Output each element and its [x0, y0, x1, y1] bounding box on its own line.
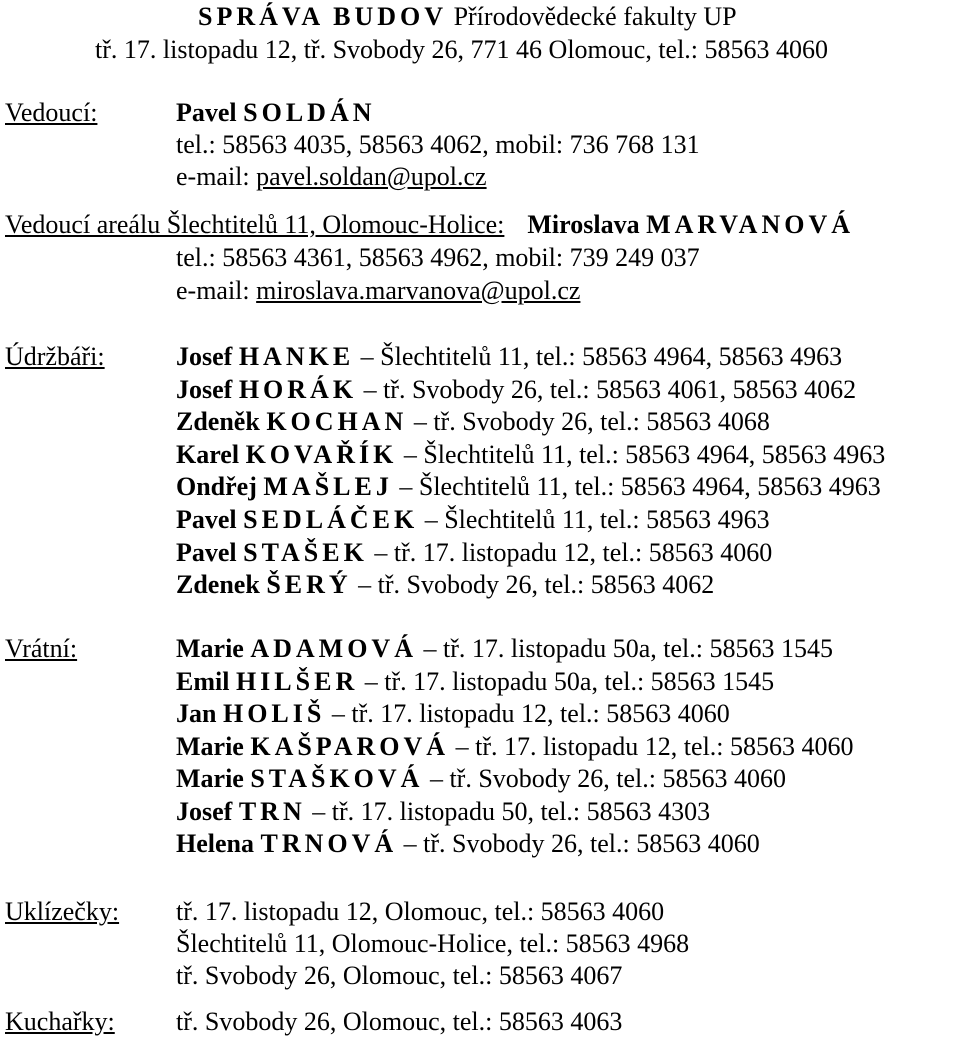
- person-first-name: Zdenek: [176, 570, 260, 600]
- person-row: [176, 342, 842, 372]
- person-info: tř. 17. listopadu 12, tel.: 58563 4060: [351, 699, 730, 728]
- person-dash: –: [363, 374, 377, 404]
- head-of-dept-name: [176, 98, 376, 128]
- person-row: [176, 797, 710, 827]
- porters-label: Vrátní:: [5, 634, 78, 663]
- site-head-email-line: [176, 276, 580, 306]
- person-info: tř. 17. listopadu 50, tel.: 58563 4303: [331, 796, 711, 826]
- person-surname: MAŠLEJ: [263, 472, 393, 502]
- head-of-dept-email-line: [176, 162, 487, 192]
- person-first-name: Josef: [176, 342, 233, 371]
- person-surname: KOCHAN: [266, 407, 408, 437]
- person-info: tř. 17. listopadu 12, tel.: 58563 4060: [393, 537, 773, 567]
- person-row: [176, 634, 833, 664]
- person-first-name: Josef: [176, 374, 233, 404]
- head-of-dept-email-link[interactable]: pavel.soldan@upol.cz: [256, 162, 487, 191]
- person-info: Šlechtitelů 11, tel.: 58563 4964, 58563 4963: [423, 439, 886, 469]
- site-head-phone: tel.: 58563 4361, 58563 4962, mobil: 739 249 037: [176, 243, 700, 272]
- header-title: [198, 2, 737, 32]
- person-info: tř. Svobody 26, tel.: 58563 4060: [449, 764, 787, 793]
- person-surname: HANKE: [238, 342, 355, 371]
- site-head-first-name: Miroslava: [527, 210, 640, 239]
- head-of-dept-phone: tel.: 58563 4035, 58563 4062, mobil: 736 768 131: [176, 130, 700, 159]
- person-row: [176, 472, 881, 502]
- person-info: tř. 17. listopadu 50a, tel.: 58563 1545: [384, 666, 775, 696]
- person-surname: ŠERÝ: [266, 570, 352, 600]
- person-dash: –: [455, 731, 469, 761]
- person-row: [176, 764, 786, 794]
- person-info: tř. 17. listopadu 50a, tel.: 58563 1545: [443, 634, 833, 663]
- person-surname: STAŠEK: [243, 537, 368, 567]
- head-of-dept-label: Vedoucí:: [5, 98, 98, 127]
- person-first-name: Pavel: [176, 537, 237, 567]
- person-surname: STAŠKOVÁ: [250, 764, 424, 793]
- person-row: [176, 440, 885, 470]
- person-row: [176, 667, 774, 697]
- person-first-name: Marie: [176, 731, 244, 761]
- header-title-spaced: SPRÁVA BUDOV: [198, 2, 448, 31]
- person-dash: –: [358, 570, 372, 600]
- person-dash: –: [424, 505, 438, 534]
- person-dash: –: [429, 764, 443, 793]
- person-row: [176, 699, 730, 729]
- person-info: tř. Svobody 26, tel.: 58563 4068: [433, 407, 770, 437]
- person-info: tř. 17. listopadu 12, tel.: 58563 4060: [475, 731, 854, 761]
- person-surname: SEDLÁČEK: [243, 505, 419, 534]
- person-info: tř. Svobody 26, tel.: 58563 4060: [423, 829, 760, 858]
- person-dash: –: [331, 699, 345, 728]
- header-title-rest: Přírodovědecké fakulty UP: [453, 2, 737, 31]
- person-row: [176, 505, 770, 535]
- site-head-email-prefix: e-mail:: [176, 276, 257, 305]
- site-head-surname: MARVANOVÁ: [646, 210, 855, 239]
- person-surname: HILŠER: [235, 666, 359, 696]
- person-dash: –: [403, 439, 417, 469]
- head-of-dept-surname: SOLDÁN: [243, 98, 376, 127]
- person-first-name: Jan: [176, 699, 217, 728]
- site-head-label: Vedoucí areálu Šlechtitelů 11, Olomouc-Holice:: [5, 210, 505, 239]
- person-row: [176, 375, 856, 405]
- person-dash: –: [423, 634, 437, 663]
- person-surname: HOLIŠ: [222, 699, 326, 728]
- person-surname: TRNOVÁ: [260, 829, 398, 858]
- cleaners-label: Uklízečky:: [5, 897, 120, 926]
- header-address: tř. 17. listopadu 12, tř. Svobody 26, 771 46 Olomouc, tel.: 58563 4060: [95, 35, 829, 64]
- person-dash: –: [403, 829, 417, 858]
- person-first-name: Josef: [176, 796, 233, 826]
- cleaners-line: tř. 17. listopadu 12, Olomouc, tel.: 58563 4060: [176, 897, 665, 926]
- person-first-name: Marie: [176, 764, 244, 793]
- person-info: Šlechtitelů 11, tel.: 58563 4963: [444, 505, 770, 534]
- person-dash: –: [413, 407, 427, 437]
- site-head-email-link[interactable]: miroslava.marvanova@upol.cz: [256, 276, 581, 305]
- person-row: [176, 407, 770, 437]
- person-first-name: Karel: [176, 439, 240, 469]
- person-surname: TRN: [238, 796, 306, 826]
- person-row: [176, 538, 772, 568]
- person-first-name: Marie: [176, 634, 244, 663]
- person-dash: –: [374, 537, 388, 567]
- person-row: [176, 732, 854, 762]
- person-info: Šlechtitelů 11, tel.: 58563 4964, 58563 4963: [418, 472, 881, 502]
- person-first-name: Helena: [176, 829, 254, 858]
- head-of-dept-first-name: Pavel: [176, 98, 237, 127]
- maintenance-label: Údržbáři:: [5, 342, 105, 371]
- person-info: tř. Svobody 26, tel.: 58563 4061, 58563 4062: [383, 374, 857, 404]
- person-first-name: Zdeněk: [176, 407, 260, 437]
- person-first-name: Pavel: [176, 505, 237, 534]
- person-row: [176, 570, 714, 600]
- person-first-name: Emil: [176, 666, 230, 696]
- cooks-label: Kuchařky:: [5, 1007, 115, 1036]
- person-surname: HORÁK: [238, 374, 358, 404]
- head-of-dept-email-prefix: e-mail:: [176, 162, 257, 191]
- site-head-line: [5, 210, 854, 240]
- person-dash: –: [312, 796, 326, 826]
- cleaners-line: Šlechtitelů 11, Olomouc-Holice, tel.: 58563 4968: [176, 929, 690, 958]
- person-dash: –: [399, 472, 413, 502]
- cooks-line: tř. Svobody 26, Olomouc, tel.: 58563 4063: [176, 1007, 623, 1036]
- person-info: Šlechtitelů 11, tel.: 58563 4964, 58563 4963: [380, 342, 843, 371]
- person-surname: ADAMOVÁ: [250, 634, 417, 663]
- person-dash: –: [360, 342, 374, 371]
- person-surname: KOVAŘÍK: [245, 439, 398, 469]
- person-first-name: Ondřej: [176, 472, 257, 502]
- person-info: tř. Svobody 26, tel.: 58563 4062: [377, 570, 715, 600]
- cleaners-line: tř. Svobody 26, Olomouc, tel.: 58563 4067: [176, 961, 623, 990]
- person-row: [176, 829, 760, 859]
- person-dash: –: [364, 666, 378, 696]
- person-surname: KAŠPAROVÁ: [250, 731, 450, 761]
